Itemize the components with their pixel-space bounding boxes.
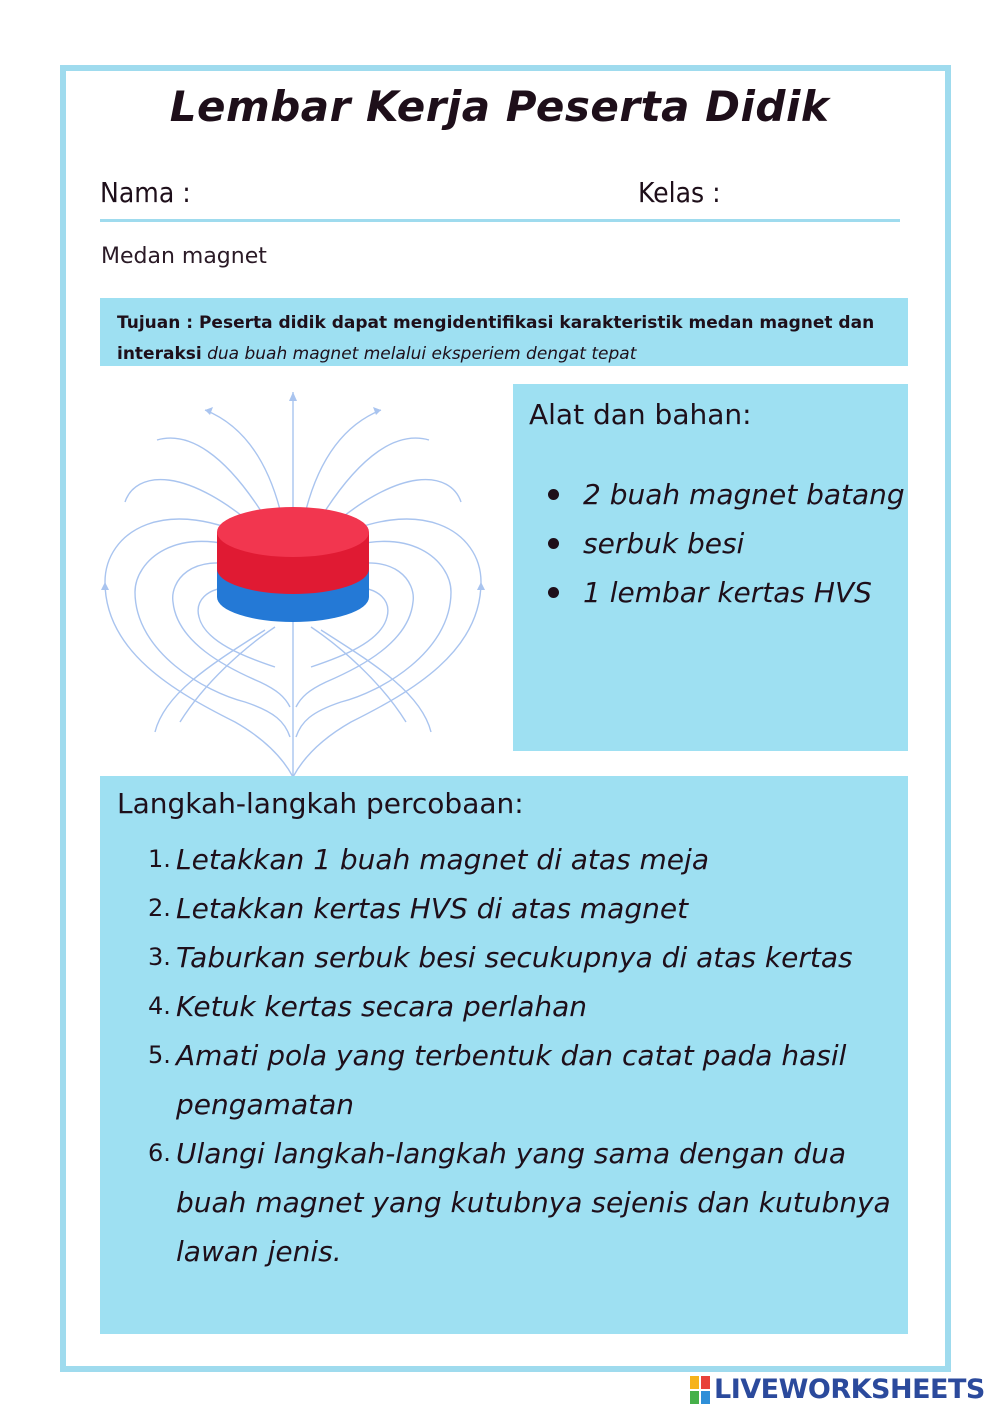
step-number: 5. bbox=[148, 1041, 171, 1069]
list-item bbox=[148, 1129, 903, 1276]
list-item bbox=[148, 835, 903, 884]
topic-label: Medan magnet bbox=[101, 244, 267, 269]
goal-lead: Tujuan : Peserta didik dapat mengidentifikasi karakteristik medan magnet dan interaksi bbox=[117, 313, 875, 364]
tool-item-text: serbuk besi bbox=[583, 527, 745, 560]
tool-item-text: 2 buah magnet batang bbox=[583, 478, 905, 511]
list-item bbox=[148, 982, 903, 1031]
list-item bbox=[548, 519, 905, 568]
step-number: 3. bbox=[148, 943, 171, 971]
goal-rest: dua buah magnet melalui eksperiem dengat tepat bbox=[201, 344, 637, 364]
step-number: 4. bbox=[148, 992, 171, 1020]
bullet-icon bbox=[548, 587, 559, 598]
name-label: Nama : bbox=[100, 176, 191, 209]
goal-text bbox=[117, 308, 887, 370]
step-text: Ulangi langkah-langkah yang sama dengan dua buah magnet yang kutubnya sejenis dan kutubnya lawan jenis. bbox=[176, 1137, 891, 1268]
tools-title: Alat dan bahan: bbox=[529, 398, 752, 431]
steps-list bbox=[148, 835, 903, 1276]
list-item bbox=[548, 568, 905, 617]
class-label: Kelas : bbox=[638, 176, 721, 209]
step-number: 6. bbox=[148, 1139, 171, 1167]
step-text: Amati pola yang terbentuk dan catat pada hasil pengamatan bbox=[176, 1039, 847, 1121]
list-item bbox=[548, 470, 905, 519]
liveworksheets-watermark[interactable] bbox=[690, 1374, 985, 1405]
bullet-icon bbox=[548, 538, 559, 549]
liveworksheets-logo-icon bbox=[690, 1376, 710, 1404]
name-underline bbox=[100, 219, 900, 222]
list-item bbox=[148, 933, 903, 982]
step-text: Ketuk kertas secara perlahan bbox=[176, 990, 588, 1023]
tool-item-text: 1 lembar kertas HVS bbox=[583, 576, 872, 609]
steps-title: Langkah-langkah percobaan: bbox=[117, 787, 524, 820]
list-item bbox=[148, 1031, 903, 1129]
tools-list bbox=[548, 470, 905, 617]
step-text: Letakkan kertas HVS di atas magnet bbox=[176, 892, 689, 925]
step-number: 2. bbox=[148, 894, 171, 922]
watermark-text: LIVEWORKSHEETS bbox=[714, 1374, 985, 1405]
step-text: Taburkan serbuk besi secukupnya di atas kertas bbox=[176, 941, 853, 974]
magnet-field-illustration bbox=[95, 392, 495, 777]
list-item bbox=[148, 884, 903, 933]
step-text: Letakkan 1 buah magnet di atas meja bbox=[176, 843, 709, 876]
bullet-icon bbox=[548, 489, 559, 500]
page-title: Lembar Kerja Peserta Didik bbox=[169, 82, 830, 131]
step-number: 1. bbox=[148, 845, 171, 873]
